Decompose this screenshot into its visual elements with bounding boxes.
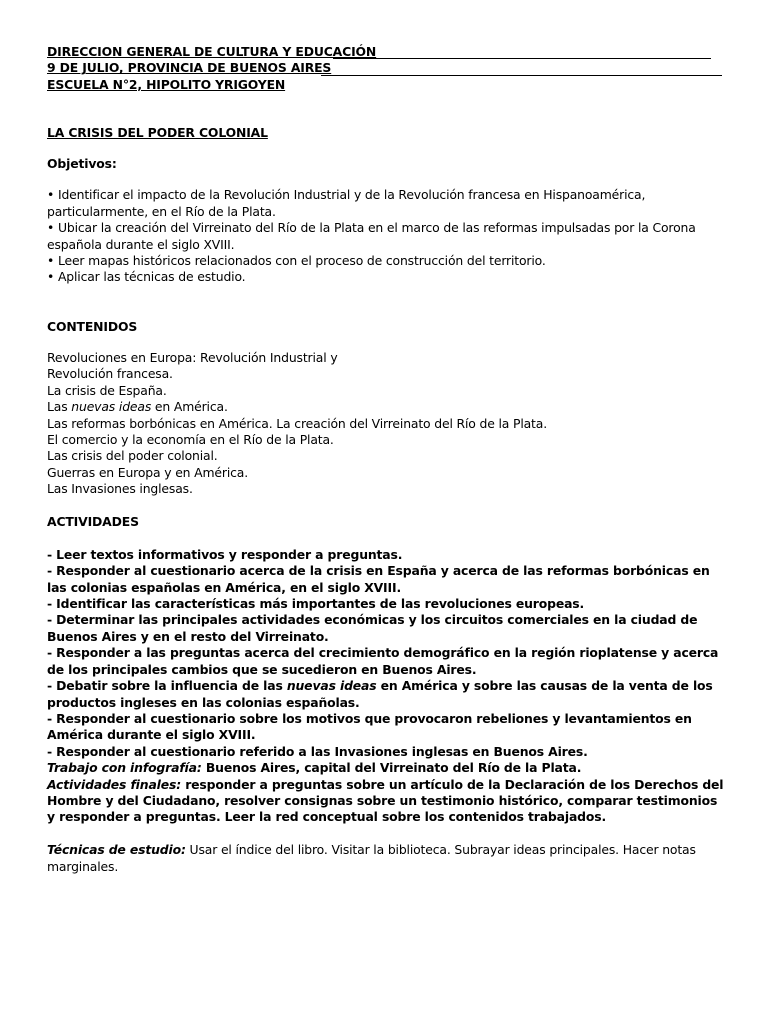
contenido-item: Las Invasiones inglesas. bbox=[47, 481, 193, 497]
tecnicas-label: Técnicas de estudio: bbox=[47, 842, 186, 858]
contenido-text: en América. bbox=[151, 399, 228, 415]
actividad-item: - Responder al cuestionario acerca de la crisis en España y acerca de las reformas borbónicas en las colonias españolas en América, en el siglo XVIII. bbox=[47, 563, 710, 595]
contenido-item: La crisis de España. bbox=[47, 382, 167, 398]
spacer bbox=[47, 93, 727, 109]
spacer bbox=[47, 498, 727, 514]
actividad-text: Buenos Aires, capital del Virreinato del Río de la Plata. bbox=[201, 760, 582, 776]
objetivo-item: • Identificar el impacto de la Revolución Industrial y de la Revolución francesa en Hispanoamérica, particularmente, en el Río de la Plata. bbox=[47, 187, 646, 219]
document-title: LA CRISIS DEL PODER COLONIAL bbox=[47, 124, 268, 140]
document-page bbox=[47, 44, 727, 875]
header-line-1-text: DIRECCION GENERAL DE CULTURA Y EDUCACIÓN bbox=[47, 44, 377, 59]
actividades-heading: ACTIVIDADES bbox=[47, 514, 139, 530]
header-line-3 bbox=[47, 77, 727, 93]
actividad-label: Actividades finales: bbox=[47, 776, 182, 792]
contenido-item: Guerras en Europa y en América. bbox=[47, 464, 249, 480]
contenido-item: Revolución francesa. bbox=[47, 366, 173, 382]
actividad-item: - Identificar las características más importantes de las revoluciones europeas. bbox=[47, 596, 585, 612]
contenido-item bbox=[47, 399, 727, 415]
header-line-1 bbox=[47, 44, 727, 60]
spacer bbox=[47, 826, 727, 842]
spacer bbox=[47, 172, 727, 187]
actividad-emphasis: nuevas ideas bbox=[286, 678, 377, 694]
contenido-item: Las crisis del poder colonial. bbox=[47, 448, 218, 464]
contenido-item: El comercio y la economía en el Río de la Plata. bbox=[47, 432, 334, 448]
objetivo-item: • Leer mapas históricos relacionados con el proceso de construcción del territorio. bbox=[47, 253, 546, 268]
spacer bbox=[47, 302, 727, 318]
contenido-item: Revoluciones en Europa: Revolución Industrial y bbox=[47, 350, 338, 365]
actividad-item bbox=[47, 760, 727, 776]
header-line-2-text: 9 DE JULIO, PROVINCIA DE BUENOS AIRES bbox=[47, 60, 332, 76]
actividad-text: responder a preguntas sobre un artículo de la Declaración de los Derechos del Hombre y del Ciudadano, resolver consignas sobre un testimonio histórico, comparar testimonios y responder a preguntas. Leer la red conceptual sobre los contenidos trabajados. bbox=[47, 776, 724, 825]
spacer bbox=[47, 141, 727, 156]
header-line-2-rule bbox=[321, 75, 722, 76]
actividad-item bbox=[47, 678, 727, 711]
contenido-text: Las bbox=[47, 399, 72, 415]
actividad-item: - Responder al cuestionario referido a las Invasiones inglesas en Buenos Aires. bbox=[47, 743, 588, 759]
contenidos-heading: CONTENIDOS bbox=[47, 318, 138, 334]
objetivo-item: • Ubicar la creación del Virreinato del Río de la Plata en el marco de las reformas impulsadas por la Corona española durante el siglo XVIII. bbox=[47, 220, 696, 252]
actividad-item: - Responder al cuestionario sobre los motivos que provocaron rebeliones y levantamientos en América durante el siglo XVIII. bbox=[47, 710, 692, 743]
actividad-item: - Responder a las preguntas acerca del crecimiento demográfico en la región rioplatense y acerca de los principales cambios que se sucedieron en Buenos Aires. bbox=[47, 645, 719, 677]
header-line-2 bbox=[47, 60, 727, 76]
contenido-item: Las reformas borbónicas en América. La creación del Virreinato del Río de la Plata. bbox=[47, 415, 548, 431]
actividad-text: - Debatir sobre la influencia de las bbox=[47, 678, 287, 694]
actividad-label: Trabajo con infografía: bbox=[47, 760, 202, 776]
actividad-item bbox=[47, 777, 727, 826]
actividad-item: - Determinar las principales actividades económicas y los circuitos comerciales en la ciudad de Buenos Aires y en el resto del Virreinato. bbox=[47, 612, 698, 644]
header-line-3-text: ESCUELA N°2, HIPOLITO YRIGOYEN bbox=[47, 76, 286, 92]
contenido-emphasis: nuevas ideas bbox=[71, 399, 152, 415]
spacer bbox=[47, 335, 727, 350]
actividad-item: - Leer textos informativos y responder a preguntas. bbox=[47, 546, 403, 562]
header-line-1-rule bbox=[333, 58, 711, 59]
tecnicas-paragraph bbox=[47, 842, 727, 875]
spacer bbox=[47, 110, 727, 125]
actividad-text: en América y sobre las causas de la venta de los productos ingleses en las colonias españolas. bbox=[47, 678, 713, 710]
objetivos-heading: Objetivos: bbox=[47, 155, 117, 171]
spacer bbox=[47, 530, 727, 546]
tecnicas-text: Usar el índice del libro. Visitar la biblioteca. Subrayar ideas principales. Hacer notas marginales. bbox=[47, 842, 696, 874]
objetivo-item: • Aplicar las técnicas de estudio. bbox=[47, 269, 246, 285]
spacer bbox=[47, 286, 727, 302]
